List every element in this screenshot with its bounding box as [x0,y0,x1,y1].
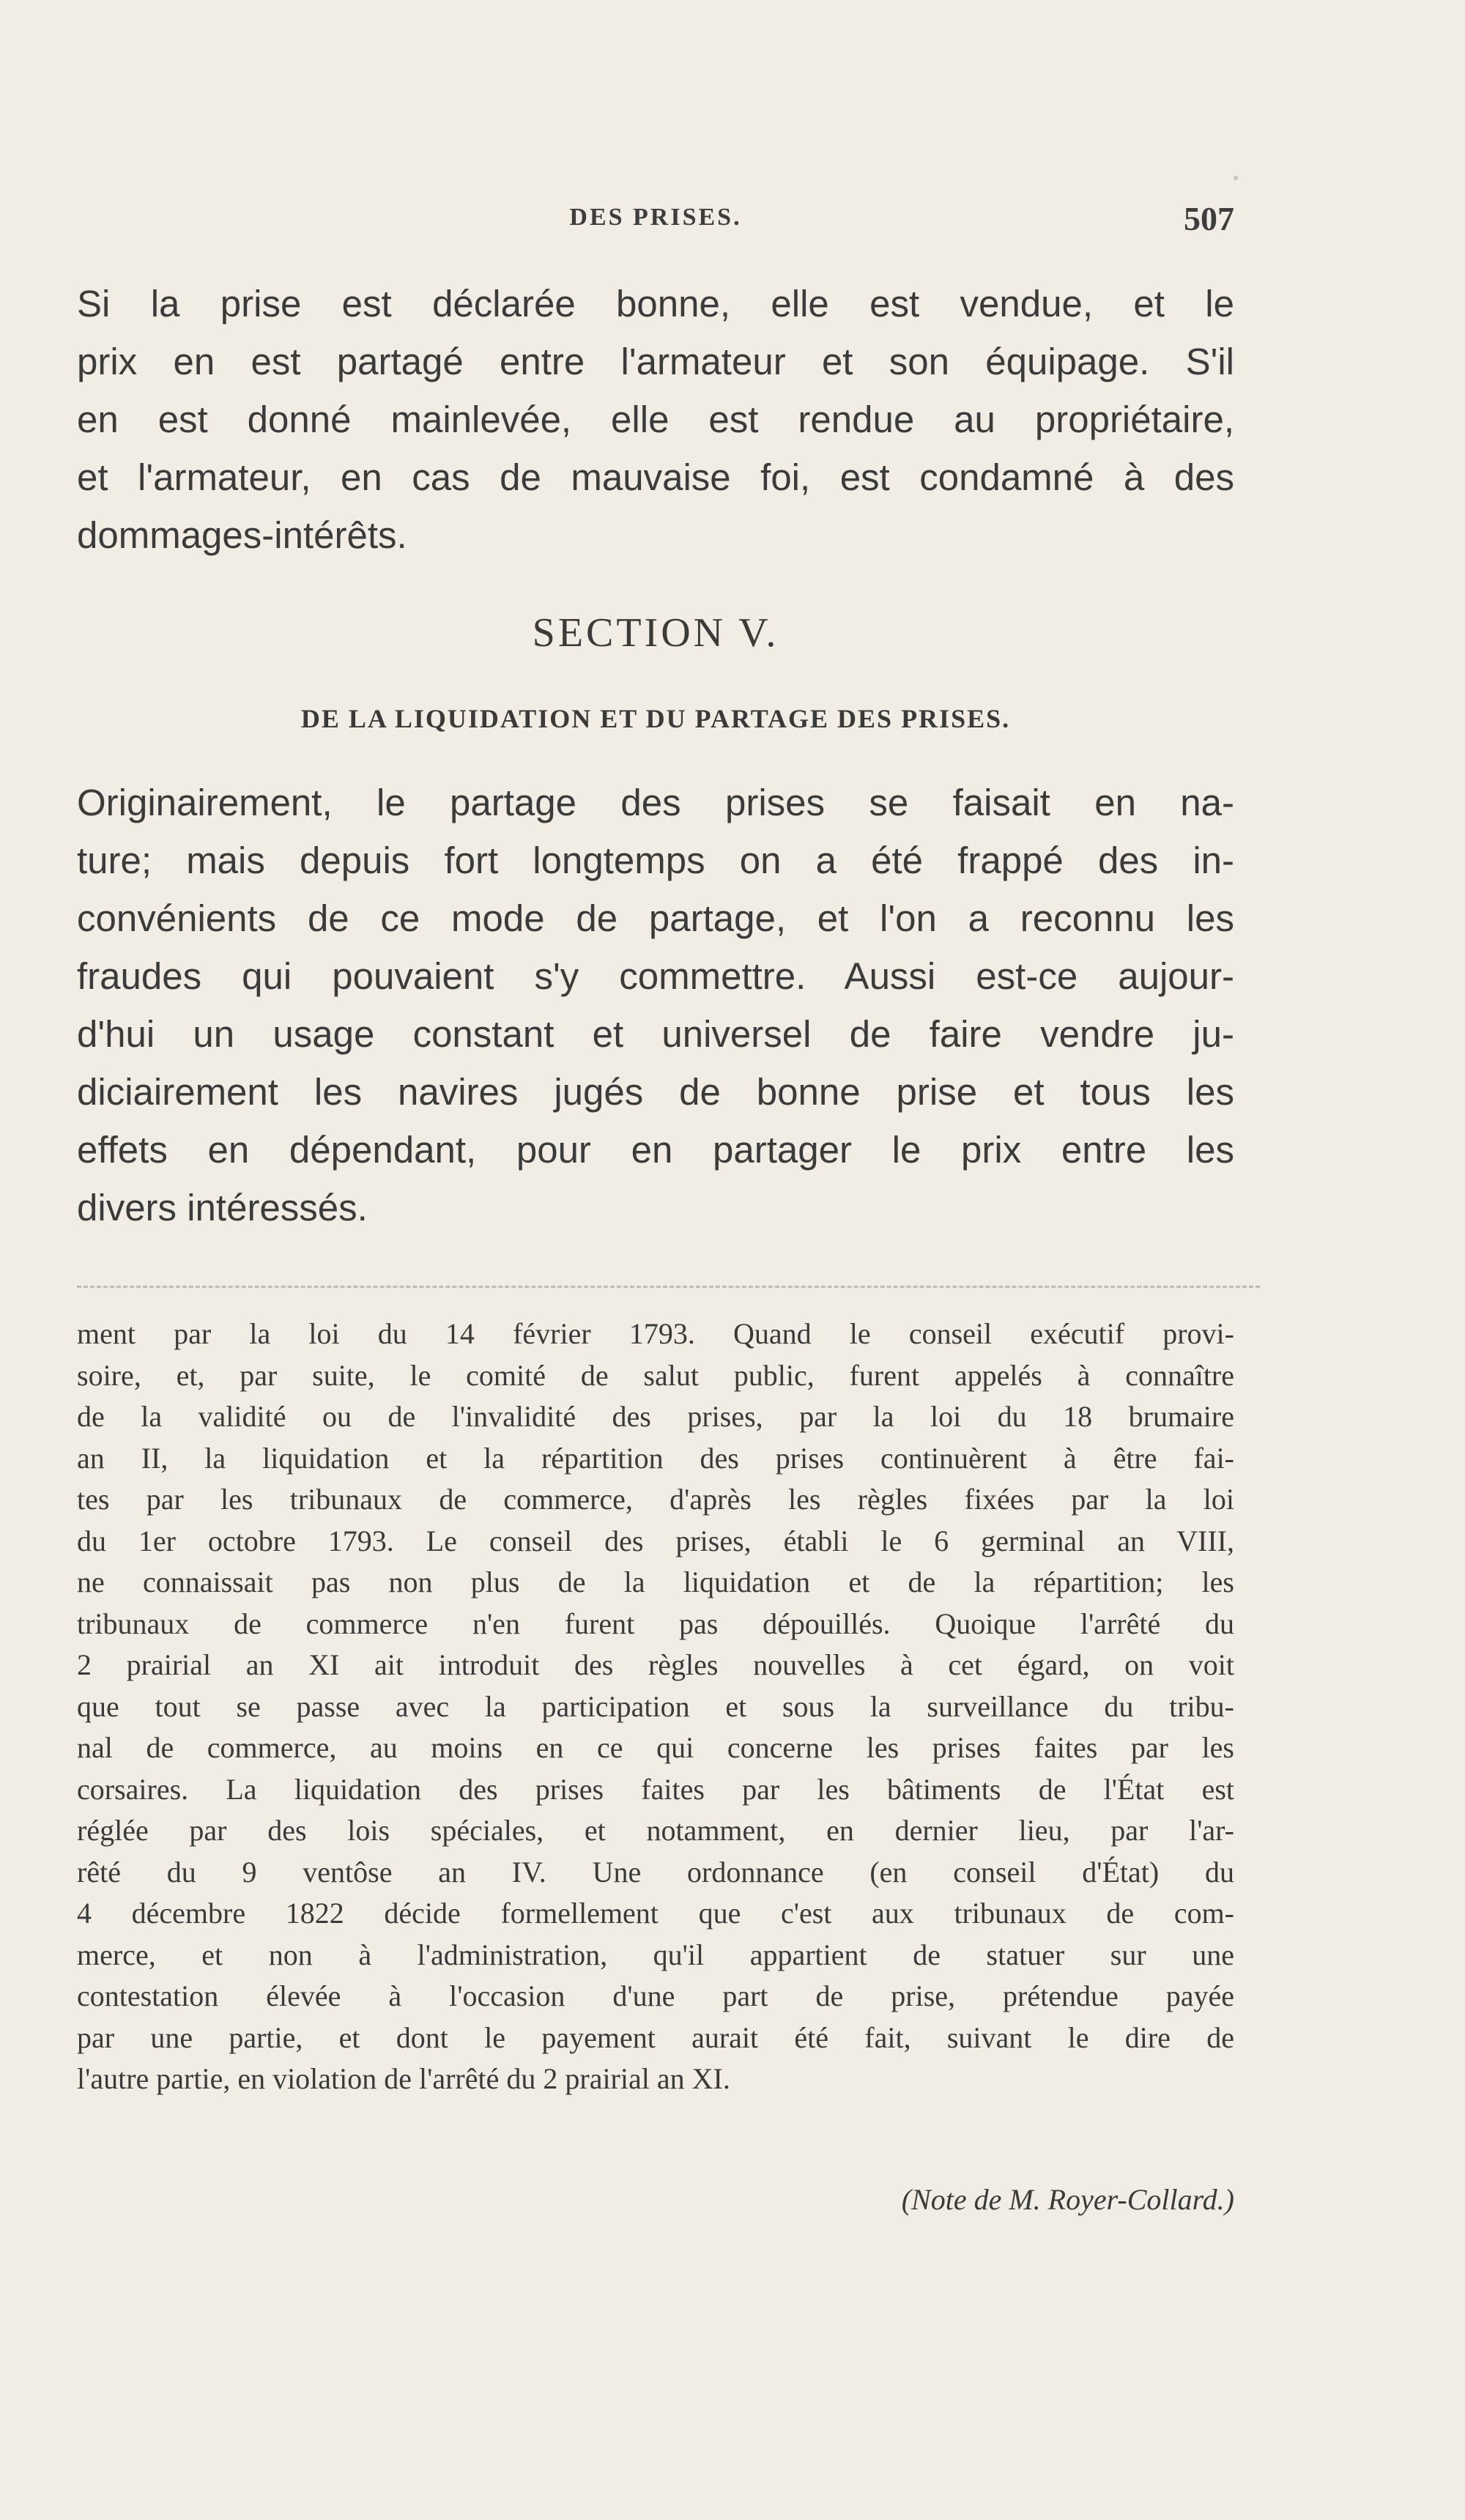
footnote-line: an II, la liquidation et la répartition des prises continuèrent à être fai- [77,1441,1234,1475]
text-line: divers intéressés. [77,1187,368,1228]
footnote-line: que tout se passe avec la participation et sous la surveillance du tribu- [77,1689,1234,1723]
text-line: convénients de ce mode de partage, et l'on a reconnu les [77,897,1234,939]
footnote-line: de la validité ou de l'invalidité des prises, par la loi du 18 brumaire [77,1400,1234,1433]
text-line: Si la prise est déclarée bonne, elle est vendue, et le [77,283,1234,325]
footnote-line: merce, et non à l'administration, qu'il appartient de statuer sur une [77,1938,1234,1971]
page-header [77,200,1234,248]
footnote-line: ment par la loi du 14 février 1793. Quand le conseil exécutif provi- [77,1317,1234,1350]
footnote-line: tribunaux de commerce n'en furent pas dépouillés. Quoique l'arrêté du [77,1606,1234,1640]
section-subtitle: DE LA LIQUIDATION ET DU PARTAGE DES PRISES. [300,704,1011,733]
paragraph-1 [77,275,1234,564]
text-line: diciairement les navires jugés de bonne prise et tous les [77,1071,1234,1113]
footnote-line: contestation élevée à l'occasion d'une part de prise, prétendue payée [77,1979,1234,2012]
text-line: d'hui un usage constant et universel de faire vendre ju- [77,1013,1234,1055]
footnote-line: soire, et, par suite, le comité de salut public, furent appelés à connaître [77,1358,1234,1392]
section-title: SECTION V. [532,610,779,656]
page-number: 507 [1184,200,1234,237]
paragraph-2 [77,774,1234,1237]
footnote-line: corsaires. La liquidation des prises faites par les bâtiments de l'État est [77,1772,1234,1806]
footnote [77,1313,1234,2100]
text-line: Originairement, le partage des prises se faisait en na- [77,782,1234,823]
footnote-line: réglée par des lois spéciales, et notamment, en dernier lieu, par l'ar- [77,1814,1234,1847]
footnote-line: nal de commerce, au moins en ce qui concerne les prises faites par les [77,1731,1234,1764]
footnote-line: 2 prairial an XI ait introduit des règles nouvelles à cet égard, on voit [77,1648,1234,1681]
text-line: et l'armateur, en cas de mauvaise foi, est condamné à des [77,456,1234,498]
text-line: dommages-intérêts. [77,514,407,556]
text-line: fraudes qui pouvaient s'y commettre. Aussi est-ce aujour- [77,955,1234,997]
text-line: en est donné mainlevée, elle est rendue au propriétaire, [77,399,1234,440]
footnote-line: par une partie, et dont le payement aurait été fait, suivant le dire de [77,2020,1234,2054]
footnote-separator [77,1286,1260,1288]
text-line: ture; mais depuis fort longtemps on a été frappé des in- [77,840,1234,881]
footnote-line: du 1er octobre 1793. Le conseil des prises, établi le 6 germinal an VIII, [77,1524,1234,1557]
text-line: effets en dépendant, pour en partager le prix entre les [77,1129,1234,1171]
footnote-line: l'autre partie, en violation de l'arrêté du 2 prairial an XI. [77,2062,730,2095]
text-line: prix en est partagé entre l'armateur et son équipage. S'il [77,341,1234,382]
footnote-line: rêté du 9 ventôse an IV. Une ordonnance (en conseil d'État) du [77,1855,1234,1889]
footnote-line: 4 décembre 1822 décide formellement que c'est aux tribunaux de com- [77,1897,1234,1930]
footnote-attribution: (Note de M. Royer-Collard.) [901,2183,1234,2216]
running-title: DES PRISES. [569,204,742,231]
footnote-line: ne connaissait pas non plus de la liquidation et de la répartition; les [77,1565,1234,1598]
margin-mark [1234,176,1238,180]
footnote-line: tes par les tribunaux de commerce, d'après les règles fixées par la loi [77,1483,1234,1516]
